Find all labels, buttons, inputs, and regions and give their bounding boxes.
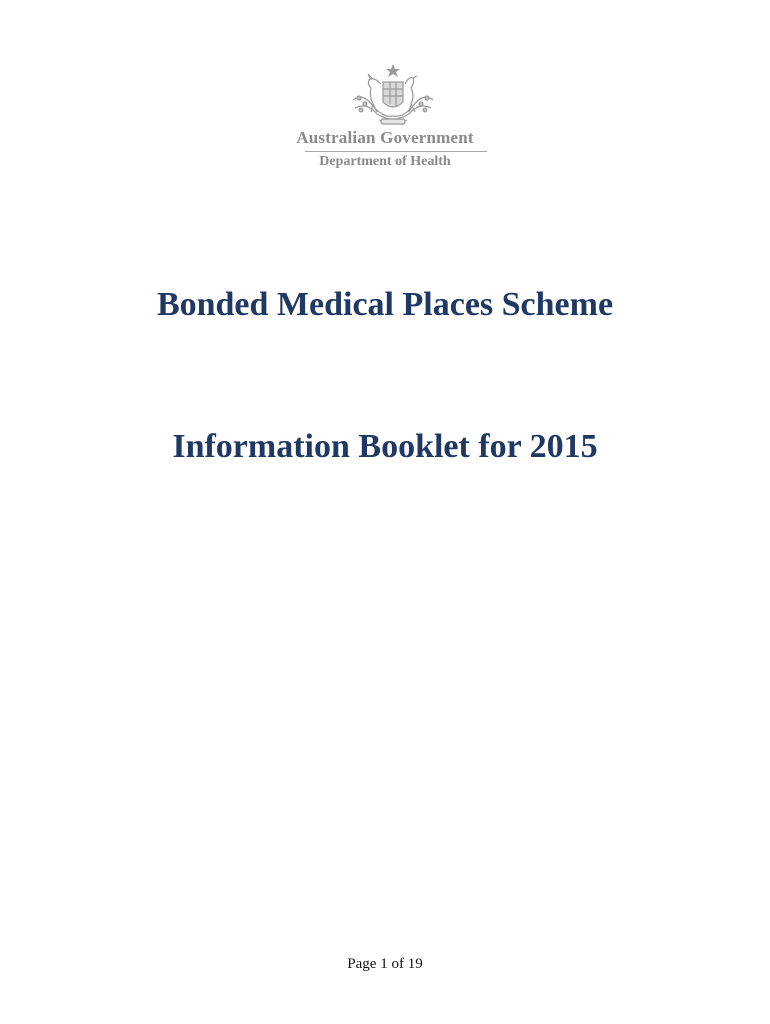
department-name: Department of Health	[319, 154, 451, 169]
document-subtitle: Information Booklet for 2015	[172, 428, 598, 465]
page-number: Page 1 of 19	[347, 956, 423, 972]
document-title: Bonded Medical Places Scheme	[156, 286, 614, 323]
coat-of-arms-icon	[345, 62, 441, 130]
government-name: Australian Government	[296, 128, 474, 147]
logo-divider	[305, 151, 487, 152]
